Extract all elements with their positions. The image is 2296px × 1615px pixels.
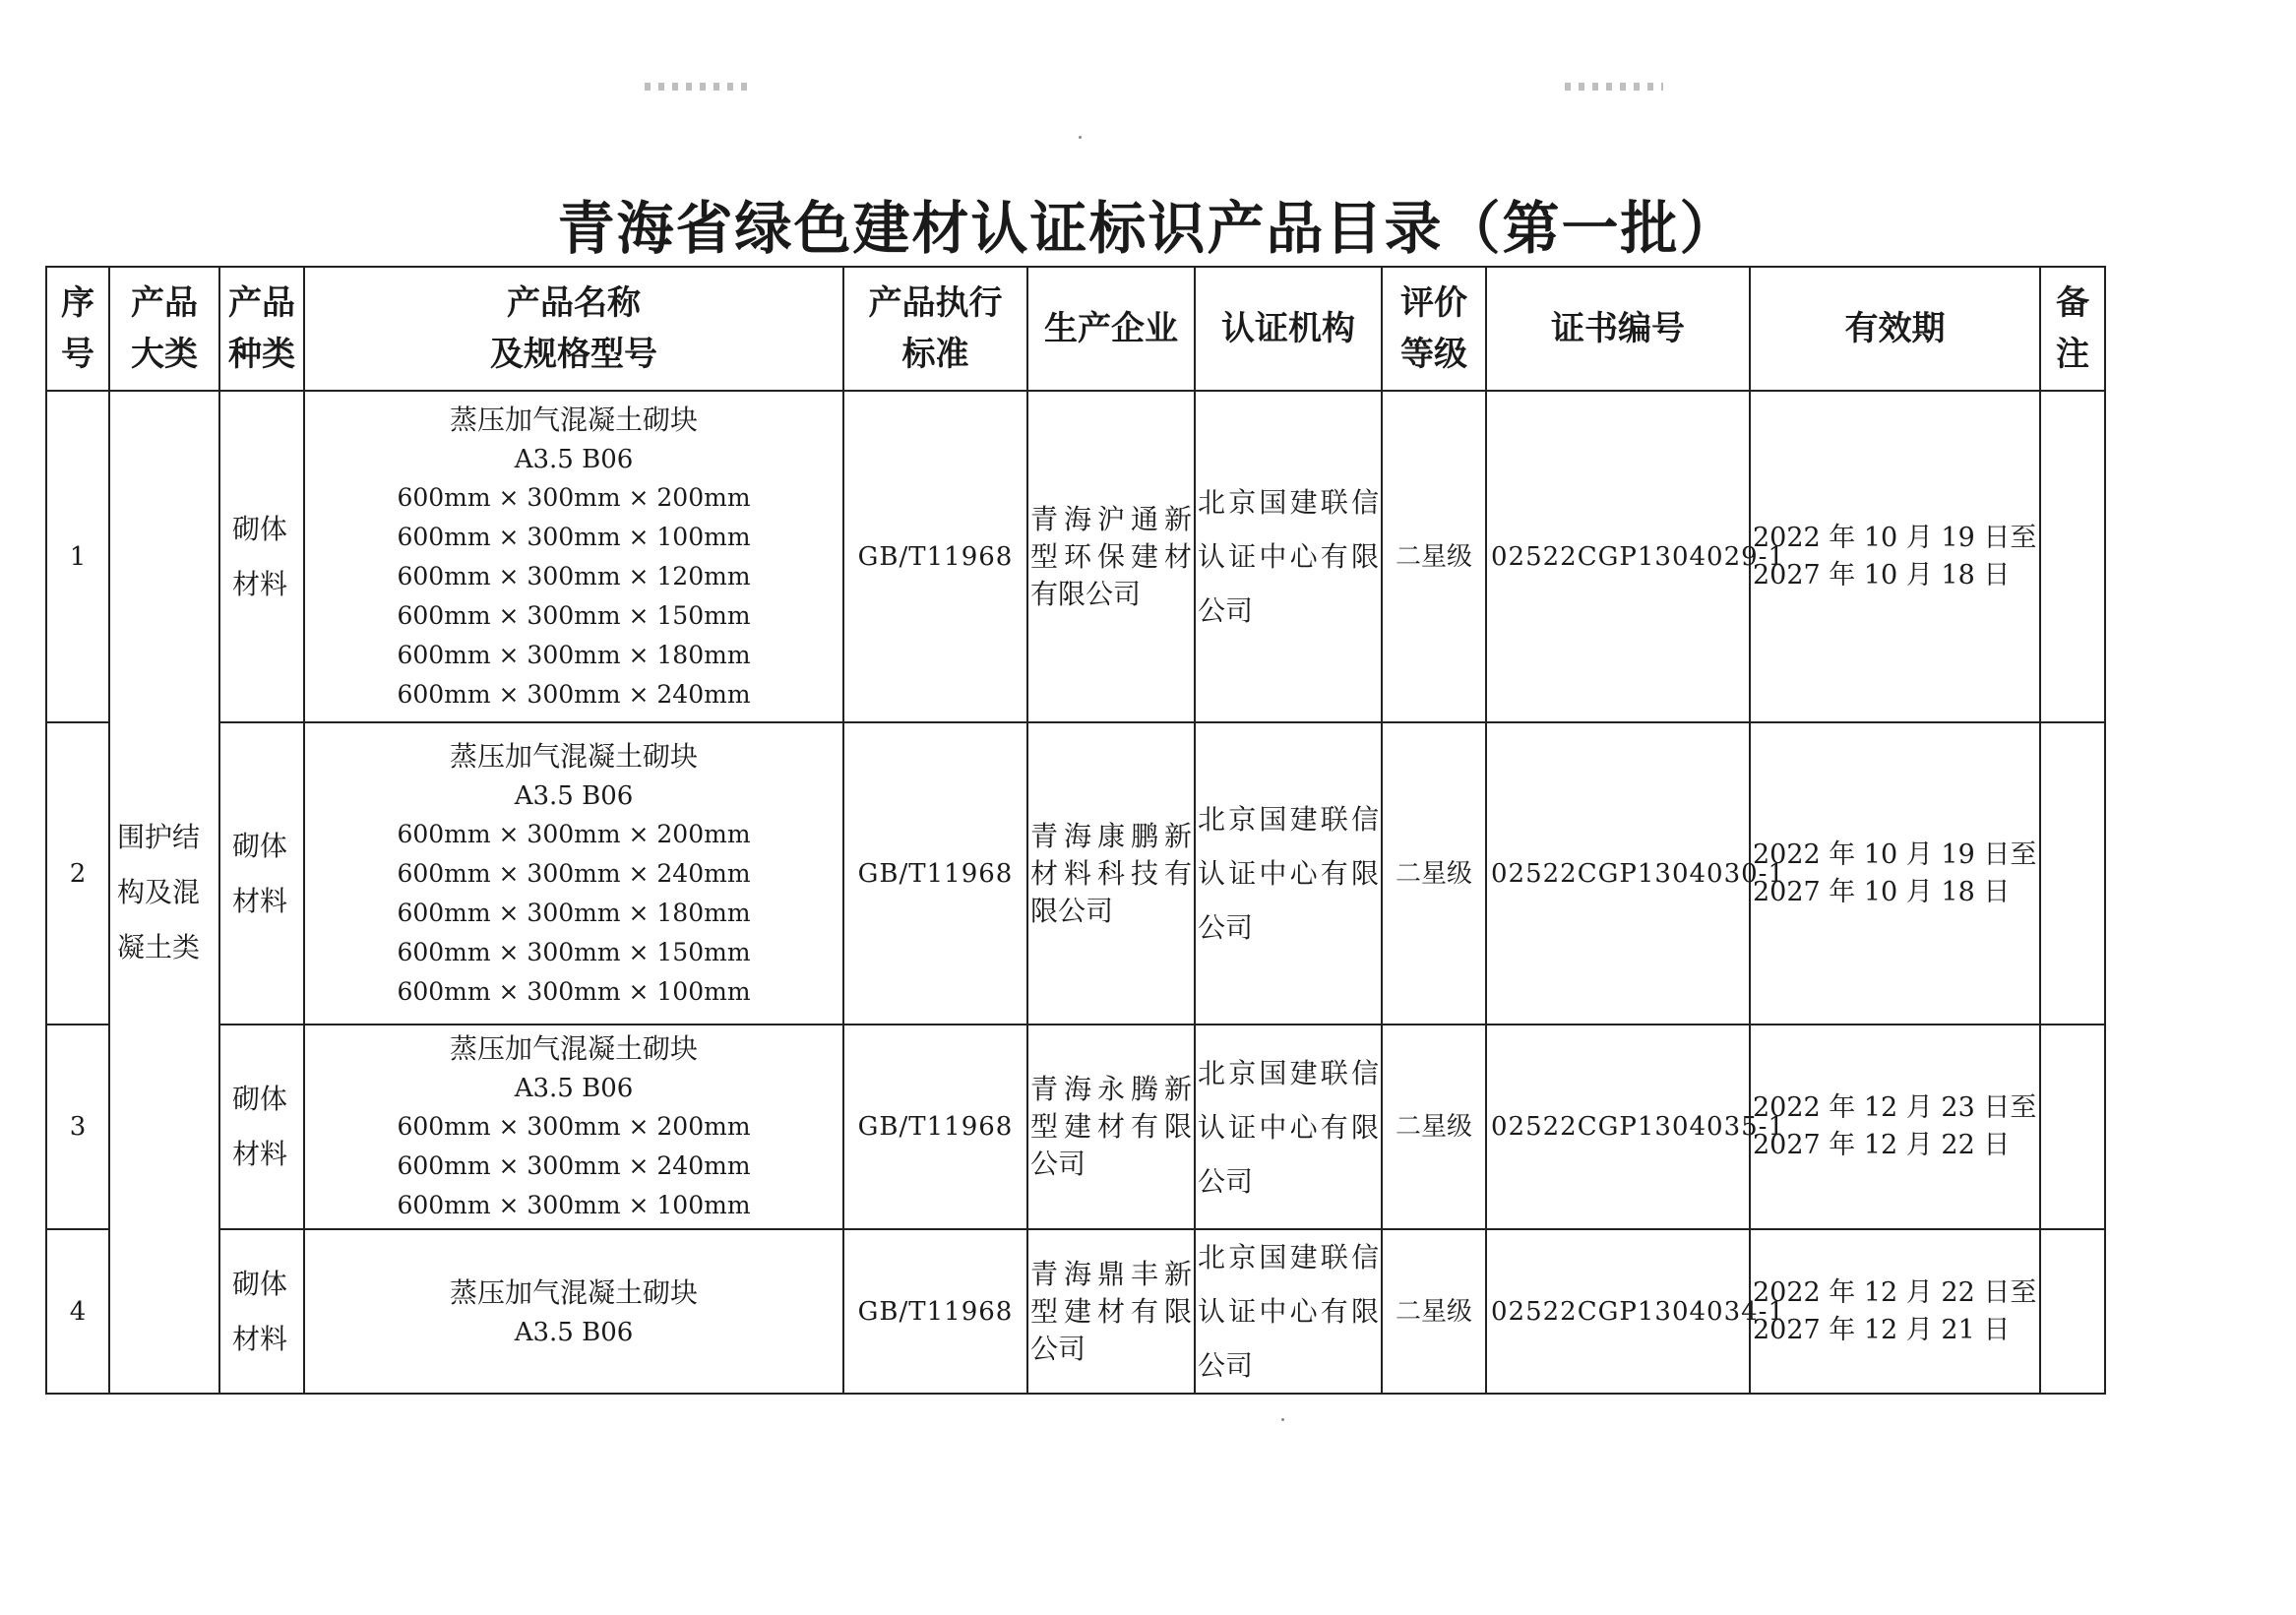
table-row	[46, 722, 2105, 1025]
category-text: 围护结 构及混 凝土类	[117, 820, 201, 963]
product-spec: 600mm × 300mm × 200mm	[397, 1112, 751, 1141]
validity-cell: 2022 年 12 月 23 日至 2027 年 12 月 22 日	[1750, 1025, 2040, 1229]
product-name: 蒸压加气混凝土砌块	[449, 739, 698, 773]
header-product: 产品名称 及规格型号	[304, 267, 843, 391]
product-name: 蒸压加气混凝土砌块	[449, 1032, 698, 1065]
product-spec: 600mm × 300mm × 100mm	[397, 976, 751, 1006]
product-cell	[304, 722, 843, 1025]
level-cell: 二星级	[1382, 722, 1486, 1025]
header-certifier: 认证机构	[1195, 267, 1382, 391]
product-spec: 600mm × 300mm × 150mm	[397, 937, 751, 966]
level-cell: 二星级	[1382, 391, 1486, 722]
product-spec: 600mm × 300mm × 200mm	[397, 819, 751, 848]
product-grade: A3.5 B06	[514, 780, 634, 811]
header-manufacturer: 生产企业	[1027, 267, 1195, 391]
product-spec: 600mm × 300mm × 150mm	[397, 600, 751, 630]
scan-speck	[1281, 1418, 1284, 1421]
category-cell	[109, 391, 219, 1394]
product-name: 蒸压加气混凝土砌块	[449, 1275, 698, 1309]
product-spec: 600mm × 300mm × 200mm	[397, 482, 751, 512]
table-row	[46, 391, 2105, 722]
header-cert-no: 证书编号	[1486, 267, 1750, 391]
product-spec: 600mm × 300mm × 240mm	[397, 858, 751, 888]
certifier-cell: 北京国建联信 认证中心有限 公司	[1195, 1229, 1382, 1394]
kind-cell: 砌体 材料	[219, 1025, 304, 1229]
row-seq: 4	[46, 1229, 109, 1394]
standard-cell: GB/T11968	[843, 391, 1027, 722]
cert-no-cell: 02522CGP1304030-1	[1486, 722, 1750, 1025]
validity-cell: 2022 年 12 月 22 日至 2027 年 12 月 21 日	[1750, 1229, 2040, 1394]
product-spec: 600mm × 300mm × 100mm	[397, 1191, 751, 1219]
product-grade: A3.5 B06	[514, 1074, 634, 1103]
product-name: 蒸压加气混凝土砌块	[449, 403, 698, 436]
product-spec: 600mm × 300mm × 180mm	[397, 898, 751, 927]
header-standard: 产品执行 标准	[843, 267, 1027, 391]
product-grade: A3.5 B06	[514, 1317, 634, 1347]
cert-no-cell: 02522CGP1304034-1	[1486, 1229, 1750, 1394]
product-grade: A3.5 B06	[514, 444, 634, 474]
product-cell	[304, 1025, 843, 1229]
header-remark: 备 注	[2040, 267, 2105, 391]
document-title: 青海省绿色建材认证标识产品目录（第一批）	[557, 195, 1739, 262]
product-spec: 600mm × 300mm × 100mm	[397, 522, 751, 551]
product-cell	[304, 391, 843, 722]
remark-cell	[2040, 722, 2105, 1025]
level-cell: 二星级	[1382, 1229, 1486, 1394]
validity-cell: 2022 年 10 月 19 日至 2027 年 10 月 18 日	[1750, 722, 2040, 1025]
scan-artifact-right	[1565, 83, 1663, 91]
remark-cell	[2040, 1229, 2105, 1394]
product-cell	[304, 1229, 843, 1394]
standard-cell: GB/T11968	[843, 722, 1027, 1025]
certifier-cell: 北京国建联信 认证中心有限 公司	[1195, 722, 1382, 1025]
certifier-cell: 北京国建联信 认证中心有限 公司	[1195, 391, 1382, 722]
table-row	[46, 1025, 2105, 1229]
product-catalog-table	[45, 266, 2106, 1395]
manufacturer-cell: 青海永腾新 型建材有限 公司	[1027, 1025, 1195, 1229]
product-spec: 600mm × 300mm × 240mm	[397, 679, 751, 709]
manufacturer-cell: 青海康鹏新 材料科技有 限公司	[1027, 722, 1195, 1025]
cert-no-cell: 02522CGP1304029-1	[1486, 391, 1750, 722]
kind-cell: 砌体 材料	[219, 391, 304, 722]
cert-no-cell: 02522CGP1304035-1	[1486, 1025, 1750, 1229]
header-validity: 有效期	[1750, 267, 2040, 391]
standard-cell: GB/T11968	[843, 1025, 1027, 1229]
certifier-cell: 北京国建联信 认证中心有限 公司	[1195, 1025, 1382, 1229]
header-kind: 产品 种类	[219, 267, 304, 391]
header-row	[46, 267, 2105, 391]
validity-cell: 2022 年 10 月 19 日至 2027 年 10 月 18 日	[1750, 391, 2040, 722]
manufacturer-cell: 青海沪通新 型环保建材 有限公司	[1027, 391, 1195, 722]
header-category: 产品 大类	[109, 267, 219, 391]
scan-speck	[1079, 136, 1082, 139]
manufacturer-cell: 青海鼎丰新 型建材有限 公司	[1027, 1229, 1195, 1394]
header-seq: 序 号	[46, 267, 109, 391]
kind-cell: 砌体 材料	[219, 1229, 304, 1394]
row-seq: 2	[46, 722, 109, 1025]
scan-artifact-left	[645, 83, 747, 91]
row-seq: 1	[46, 391, 109, 722]
level-cell: 二星级	[1382, 1025, 1486, 1229]
product-spec: 600mm × 300mm × 180mm	[397, 640, 751, 669]
standard-cell: GB/T11968	[843, 1229, 1027, 1394]
product-spec: 600mm × 300mm × 120mm	[397, 561, 751, 590]
remark-cell	[2040, 1025, 2105, 1229]
table-row	[46, 1229, 2105, 1394]
row-seq: 3	[46, 1025, 109, 1229]
product-spec: 600mm × 300mm × 240mm	[397, 1151, 751, 1180]
kind-cell: 砌体 材料	[219, 722, 304, 1025]
header-level: 评价 等级	[1382, 267, 1486, 391]
remark-cell	[2040, 391, 2105, 722]
